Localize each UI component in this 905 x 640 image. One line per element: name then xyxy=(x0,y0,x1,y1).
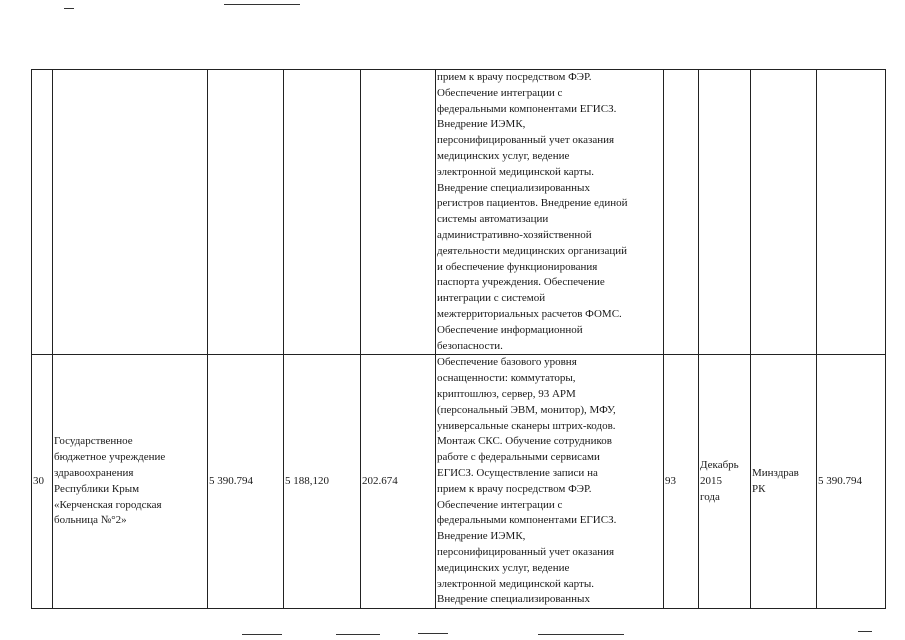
total-amount: 5 390.794 xyxy=(208,355,284,609)
scan-artifact-top xyxy=(64,8,74,9)
responsible xyxy=(751,355,817,609)
description-line: Внедрение специализированных xyxy=(437,181,590,194)
scan-artifact-bottom xyxy=(538,634,624,635)
scan-artifact-bottom xyxy=(858,631,872,632)
deadline-line: года xyxy=(700,490,720,503)
organization-line: Государственное xyxy=(54,435,133,448)
description-line: регистров пациентов. Внедрение единой xyxy=(437,197,628,210)
organization-line: Республики Крым xyxy=(54,482,140,495)
cell-amount xyxy=(817,70,886,355)
deadline-line: Декабрь xyxy=(700,459,739,472)
organization-line: «Керченская городская xyxy=(54,498,162,511)
description-line: ЕГИСЗ. Осуществление записи на xyxy=(437,466,598,479)
workstations-count: 93 xyxy=(664,355,699,609)
description-line: оснащенности: коммутаторы, xyxy=(437,372,576,385)
table-row-30 xyxy=(32,355,886,609)
description-line: прием к врачу посредством ФЭР. xyxy=(437,482,592,495)
organization-name xyxy=(53,355,208,609)
cell-federal xyxy=(284,70,361,355)
description-line: персонифицированный учет оказания xyxy=(437,134,615,147)
description-line: деятельности медицинских организаций xyxy=(437,244,627,257)
amount: 5 390.794 xyxy=(817,355,886,609)
description-line: Обеспечение базового уровня xyxy=(437,356,577,369)
federal-amount: 5 188,120 xyxy=(284,355,361,609)
description-line: универсальные сканеры штрих-кодов. xyxy=(437,419,616,432)
cell-description xyxy=(436,355,664,609)
deadline-line: 2015 xyxy=(700,474,722,487)
scan-artifact-bottom xyxy=(418,633,448,634)
cell-organization xyxy=(53,70,208,355)
responsible-line: Минздрав xyxy=(752,466,799,479)
cell-responsible xyxy=(751,70,817,355)
description-line: системы автоматизации xyxy=(437,213,549,226)
organization-line: бюджетное учреждение xyxy=(54,451,166,464)
organization-line: больница №°2» xyxy=(54,514,127,527)
description-line: межтерриториальных расчетов ФОМС. xyxy=(437,307,622,320)
description-line: Монтаж СКС. Обучение сотрудников xyxy=(437,435,612,448)
description-line: интеграции с системой xyxy=(437,292,546,305)
regional-amount: 202.674 xyxy=(361,355,436,609)
description-line: Внедрение ИЭМК, xyxy=(437,118,526,131)
cell-deadline xyxy=(699,70,751,355)
description-line: Обеспечение интеграции с xyxy=(437,498,563,511)
description-line: персонифицированный учет оказания xyxy=(437,545,615,558)
description-line: Внедрение ИЭМК, xyxy=(437,530,526,543)
description-line: Обеспечение информационной xyxy=(437,323,583,336)
table-row-continued xyxy=(32,70,886,355)
cell-total xyxy=(208,70,284,355)
cell-number xyxy=(32,70,53,355)
row-number: 30 xyxy=(32,355,53,609)
deadline xyxy=(699,355,751,609)
description-line: криптошлюз, сервер, 93 АРМ xyxy=(437,387,576,400)
description-line: (персональный ЭВМ, монитор), МФУ, xyxy=(437,403,616,416)
description-line: электронной медицинской карты. xyxy=(437,577,594,590)
description-line: Обеспечение интеграции с xyxy=(437,86,563,99)
description-line: и обеспечение функционирования xyxy=(437,260,598,273)
description-line: паспорта учреждения. Обеспечение xyxy=(437,276,605,289)
description-line: медицинских услуг, ведение xyxy=(437,561,570,574)
description-line: безопасности. xyxy=(437,339,503,352)
cell-description xyxy=(436,70,664,355)
cell-workstations xyxy=(664,70,699,355)
cell-regional xyxy=(361,70,436,355)
description-line: федеральными компонентами ЕГИСЗ. xyxy=(437,514,617,527)
organization-line: здравоохранения xyxy=(54,466,134,479)
description-line: электронной медицинской карты. xyxy=(437,165,594,178)
description-line: прием к врачу посредством ФЭР. xyxy=(437,71,592,83)
description-line: работе с федеральными сервисами xyxy=(437,451,600,464)
responsible-line: РК xyxy=(752,482,766,495)
description-line: административно-хозяйственной xyxy=(437,228,592,241)
description-line: медицинских услуг, ведение xyxy=(437,149,570,162)
description-line: федеральными компонентами ЕГИСЗ. xyxy=(437,102,617,115)
scan-artifact-bottom xyxy=(336,634,380,635)
description-line: Внедрение специализированных xyxy=(437,593,590,606)
scan-artifact-bottom xyxy=(242,634,282,635)
scan-artifact-top xyxy=(224,4,300,5)
projects-table xyxy=(31,69,886,609)
